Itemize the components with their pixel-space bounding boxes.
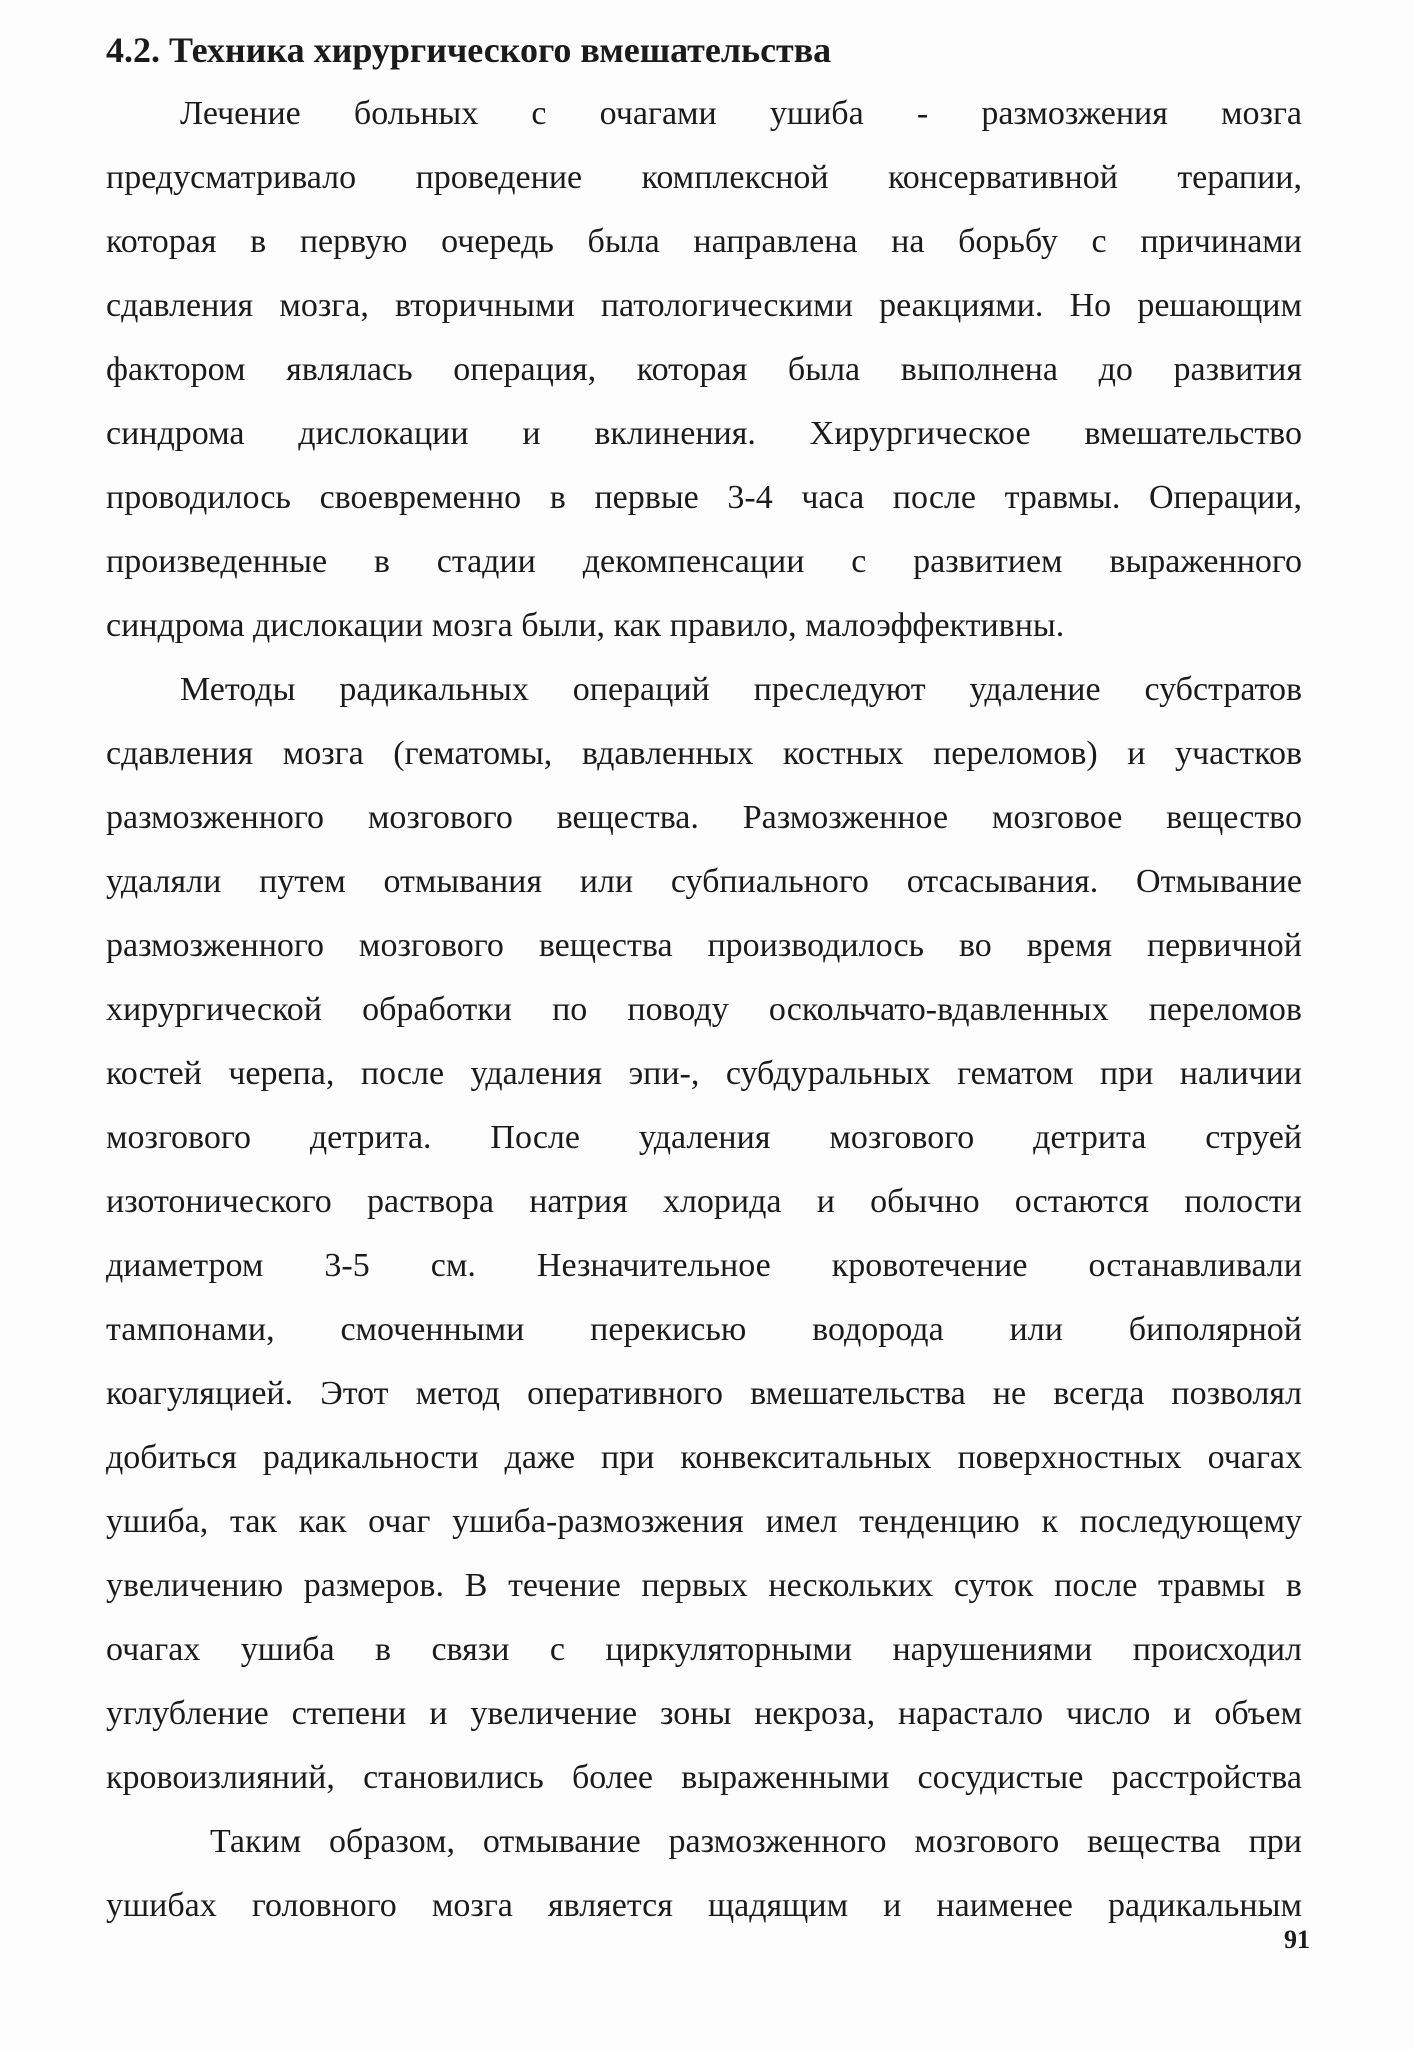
section-heading: 4.2. Техника хирургического вмешательства [106,30,832,70]
text-line: фактором являлась операция, которая была выполнена до развития [106,351,1302,388]
text-line: Методы радикальных операций преследуют удаление субстратов [180,671,1302,708]
text-line: удаляли путем отмывания или субпиального отсасывания. Отмывание [106,863,1302,900]
text-line: размозженного мозгового вещества производилось во время первичной [106,927,1302,964]
text-line: Таким образом, отмывание размозженного мозгового вещества при [210,1823,1302,1860]
text-line: размозженного мозгового вещества. Размозженное мозговое вещество [106,799,1302,836]
text-line: увеличению размеров. В течение первых нескольких суток после травмы в [106,1567,1302,1604]
text-line: проводилось своевременно в первые 3-4 часа после травмы. Операции, [106,479,1302,516]
text-line: синдрома дислокации мозга были, как правило, малоэффективны. [106,607,1065,644]
text-line: углубление степени и увеличение зоны некроза, нарастало число и объем [106,1695,1302,1732]
text-line: сдавления мозга (гематомы, вдавленных костных переломов) и участков [106,735,1302,772]
text-line: мозгового детрита. После удаления мозгового детрита струей [106,1119,1302,1156]
text-line: Лечение больных с очагами ушиба - размозжения мозга [180,95,1302,132]
text-line: добиться радикальности даже при конвекситальных поверхностных очагах [106,1439,1302,1476]
text-line: костей черепа, после удаления эпи-, субдуральных гематом при наличии [106,1055,1302,1092]
text-line: кровоизлияний, становились более выраженными сосудистые расстройства [106,1759,1302,1796]
text-line: сдавления мозга, вторичными патологическими реакциями. Но решающим [106,287,1302,324]
text-line: очагах ушиба в связи с циркуляторными нарушениями происходил [106,1631,1302,1668]
text-line: коагуляцией. Этот метод оперативного вмешательства не всегда позволял [106,1375,1302,1412]
text-line: диаметром 3-5 см. Незначительное кровотечение останавливали [106,1247,1302,1284]
text-line: ушиба, так как очаг ушиба-размозжения имел тенденцию к последующему [106,1503,1302,1540]
text-line: которая в первую очередь была направлена на борьбу с причинами [106,223,1302,260]
text-line: предусматривало проведение комплексной консервативной терапии, [106,159,1302,196]
text-line: ушибах головного мозга является щадящим и наименее радикальным [106,1887,1302,1924]
text-line: тампонами, смоченными перекисью водорода или биполярной [106,1311,1302,1348]
text-line: синдрома дислокации и вклинения. Хирургическое вмешательство [106,415,1302,452]
page-number: 91 [1284,1925,1310,1954]
text-line: произведенные в стадии декомпенсации с развитием выраженного [106,543,1302,580]
text-line: изотонического раствора натрия хлорида и обычно остаются полости [106,1183,1302,1220]
text-line: хирургической обработки по поводу оскольчато-вдавленных переломов [106,991,1302,1028]
